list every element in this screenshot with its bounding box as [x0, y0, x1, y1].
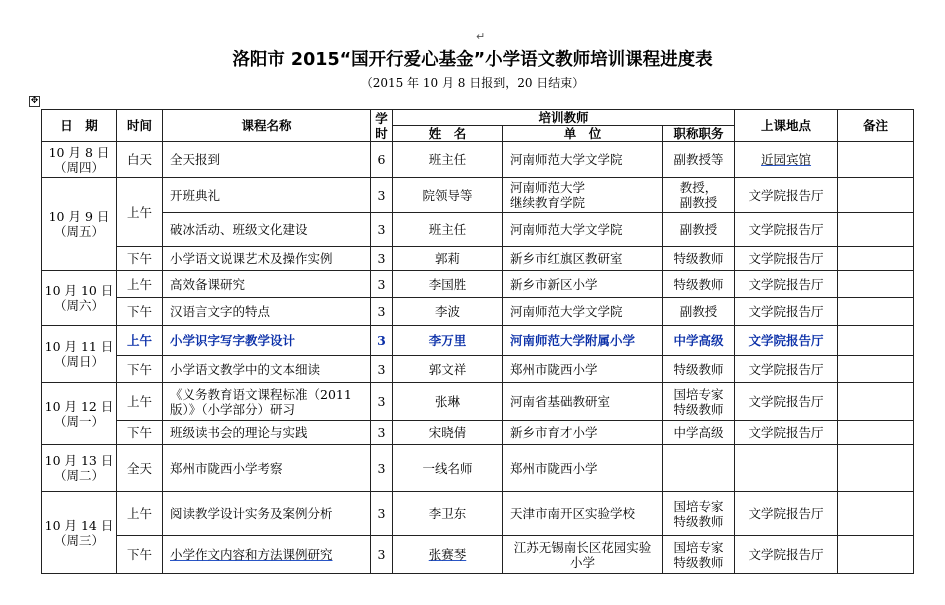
course-cell: 班级读书会的理论与实践 — [163, 421, 371, 445]
title-cell: 教授， 副教授 — [663, 178, 735, 213]
title-cell: 特级教师 — [663, 271, 735, 298]
trainer-name-cell — [393, 536, 503, 574]
time-cell: 上午 — [117, 383, 163, 421]
title-cell — [663, 445, 735, 492]
trainer-name-cell: 班主任 — [393, 142, 503, 178]
document-subtitle: （2015 年 10 月 8 日报到，20 日结束） — [360, 76, 585, 90]
schedule-table — [41, 109, 914, 574]
location-cell: 文学院报告厅 — [735, 356, 838, 383]
unit-cell: 天津市南开区实验学校 — [503, 492, 663, 536]
note-cell — [838, 383, 914, 421]
course-cell: 小学语文说课艺术及操作实例 — [163, 247, 371, 271]
time-cell: 下午 — [117, 247, 163, 271]
trainer-name-cell: 院领导等 — [393, 178, 503, 213]
note-cell — [838, 326, 914, 356]
table-row — [42, 271, 914, 298]
credit-cell: 3 — [371, 383, 393, 421]
table-row — [42, 142, 914, 178]
note-cell — [838, 536, 914, 574]
unit-cell: 河南师范大学文学院 — [503, 142, 663, 178]
location-cell — [735, 445, 838, 492]
time-cell: 下午 — [117, 421, 163, 445]
trainer-name-cell: 郭文祥 — [393, 356, 503, 383]
course-cell — [163, 536, 371, 574]
credit-cell: 3 — [371, 536, 393, 574]
table-row — [42, 326, 914, 356]
header-date: 日 期 — [42, 110, 117, 142]
course-cell: 郑州市陇西小学考察 — [163, 445, 371, 492]
trainer-name-text: 张赛琴 — [428, 547, 467, 562]
course-cell: 小学识字写字教学设计 — [163, 326, 371, 356]
course-text: 小学作文内容和方法课例研究 — [170, 547, 333, 562]
table-row — [42, 298, 914, 326]
course-cell: 《义务教育语文课程标准（2011 版）》（小学部分）研习 — [163, 383, 371, 421]
header-unit: 单 位 — [503, 126, 663, 142]
date-cell: 10 月 13 日 （周二） — [42, 445, 117, 492]
note-cell — [838, 213, 914, 247]
note-cell — [838, 178, 914, 213]
credit-cell: 6 — [371, 142, 393, 178]
title-cell: 国培专家 特级教师 — [663, 492, 735, 536]
table-row — [42, 383, 914, 421]
location-cell: 文学院报告厅 — [735, 492, 838, 536]
date-cell: 10 月 12 日 （周一） — [42, 383, 117, 445]
date-cell: 10 月 14 日 （周三） — [42, 492, 117, 574]
title-cell: 副教授等 — [663, 142, 735, 178]
location-cell: 文学院报告厅 — [735, 326, 838, 356]
table-row — [42, 213, 914, 247]
trainer-name-cell: 李万里 — [393, 326, 503, 356]
time-cell: 上午 — [117, 326, 163, 356]
credit-cell: 3 — [371, 326, 393, 356]
date-cell: 10 月 11 日 （周日） — [42, 326, 117, 383]
time-cell: 上午 — [117, 492, 163, 536]
unit-cell: 河南省基础教研室 — [503, 383, 663, 421]
time-cell: 下午 — [117, 536, 163, 574]
title-cell: 国培专家 特级教师 — [663, 383, 735, 421]
time-cell: 下午 — [117, 356, 163, 383]
table-row — [42, 356, 914, 383]
note-cell — [838, 271, 914, 298]
credit-cell: 3 — [371, 492, 393, 536]
trainer-name-cell: 宋晓倩 — [393, 421, 503, 445]
note-cell — [838, 142, 914, 178]
note-cell — [838, 421, 914, 445]
course-cell: 小学语文教学中的文本细读 — [163, 356, 371, 383]
header-location: 上课地点 — [735, 110, 838, 142]
title-cell: 中学高级 — [663, 421, 735, 445]
trainer-name-cell: 李卫东 — [393, 492, 503, 536]
credit-cell: 3 — [371, 271, 393, 298]
time-cell: 上午 — [117, 178, 163, 247]
note-cell — [838, 492, 914, 536]
location-cell: 文学院报告厅 — [735, 536, 838, 574]
location-cell: 文学院报告厅 — [735, 383, 838, 421]
location-cell: 文学院报告厅 — [735, 178, 838, 213]
date-cell: 10 月 9 日 （周五） — [42, 178, 117, 271]
location-cell: 文学院报告厅 — [735, 421, 838, 445]
course-cell: 汉语言文字的特点 — [163, 298, 371, 326]
trainer-name-cell: 班主任 — [393, 213, 503, 247]
table-row — [42, 445, 914, 492]
unit-cell: 河南师范大学文学院 — [503, 213, 663, 247]
location-cell — [735, 142, 838, 178]
header-row — [42, 110, 914, 126]
table-row — [42, 421, 914, 445]
date-cell: 10 月 8 日 （周四） — [42, 142, 117, 178]
credit-cell: 3 — [371, 247, 393, 271]
course-cell: 阅读教学设计实务及案例分析 — [163, 492, 371, 536]
trainer-name-cell: 一线名师 — [393, 445, 503, 492]
credit-cell: 3 — [371, 445, 393, 492]
time-cell: 上午 — [117, 271, 163, 298]
header-trainer-group: 培训教师 — [393, 110, 735, 126]
credit-cell: 3 — [371, 213, 393, 247]
title-cell: 副教授 — [663, 213, 735, 247]
header-title: 职称职务 — [663, 126, 735, 142]
credit-cell: 3 — [371, 421, 393, 445]
table-move-handle-icon[interactable]: ✥ — [30, 96, 39, 106]
unit-cell: 河南师范大学文学院 — [503, 298, 663, 326]
paragraph-mark: ↵ — [476, 30, 486, 43]
course-cell: 全天报到 — [163, 142, 371, 178]
trainer-name-cell: 李国胜 — [393, 271, 503, 298]
document-title: 洛阳市 2015“国开行爱心基金”小学语文教师培训课程进度表 — [232, 50, 713, 70]
title-cell: 中学高级 — [663, 326, 735, 356]
header-name: 姓 名 — [393, 126, 503, 142]
unit-cell: 新乡市红旗区教研室 — [503, 247, 663, 271]
unit-cell: 郑州市陇西小学 — [503, 356, 663, 383]
note-cell — [838, 298, 914, 326]
unit-cell: 新乡市新区小学 — [503, 271, 663, 298]
trainer-name-cell: 张琳 — [393, 383, 503, 421]
table-row — [42, 178, 914, 213]
title-cell: 副教授 — [663, 298, 735, 326]
location-cell: 文学院报告厅 — [735, 298, 838, 326]
trainer-name-cell: 郭莉 — [393, 247, 503, 271]
unit-cell: 郑州市陇西小学 — [503, 445, 663, 492]
course-cell: 开班典礼 — [163, 178, 371, 213]
header-time: 时间 — [117, 110, 163, 142]
location-cell: 文学院报告厅 — [735, 247, 838, 271]
time-cell: 白天 — [117, 142, 163, 178]
table-row — [42, 247, 914, 271]
unit-cell: 新乡市育才小学 — [503, 421, 663, 445]
header-note: 备注 — [838, 110, 914, 142]
table-row — [42, 536, 914, 574]
note-cell — [838, 356, 914, 383]
title-cell: 特级教师 — [663, 247, 735, 271]
header-credit: 学 时 — [371, 110, 393, 142]
note-cell — [838, 445, 914, 492]
title-cell: 国培专家 特级教师 — [663, 536, 735, 574]
location-cell: 文学院报告厅 — [735, 213, 838, 247]
title-cell: 特级教师 — [663, 356, 735, 383]
table-row — [42, 492, 914, 536]
unit-cell: 河南师范大学 继续教育学院 — [503, 178, 663, 213]
header-course: 课程名称 — [163, 110, 371, 142]
course-cell: 破冰活动、班级文化建设 — [163, 213, 371, 247]
credit-cell: 3 — [371, 356, 393, 383]
date-cell: 10 月 10 日 （周六） — [42, 271, 117, 326]
time-cell: 下午 — [117, 298, 163, 326]
trainer-name-cell: 李波 — [393, 298, 503, 326]
credit-cell: 3 — [371, 178, 393, 213]
course-cell: 高效备课研究 — [163, 271, 371, 298]
note-cell — [838, 247, 914, 271]
credit-cell: 3 — [371, 298, 393, 326]
location-text: 近园宾馆 — [761, 152, 812, 167]
unit-cell: 江苏无锡南长区花园实验 小学 — [503, 536, 663, 574]
time-cell: 全天 — [117, 445, 163, 492]
unit-cell: 河南师范大学附属小学 — [503, 326, 663, 356]
location-cell: 文学院报告厅 — [735, 271, 838, 298]
